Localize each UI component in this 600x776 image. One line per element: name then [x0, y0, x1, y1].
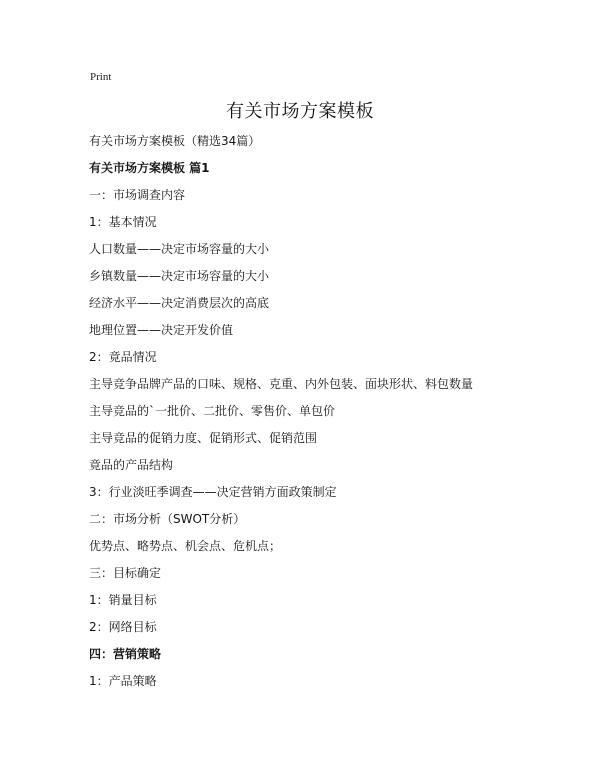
body-line: 1：销量目标 [89, 593, 157, 607]
body-line: 2：网络目标 [89, 620, 157, 634]
section-heading: 有关市场方案模板 篇1 [89, 161, 210, 175]
body-line: 一：市场调查内容 [89, 188, 186, 202]
body-line: 乡镇数量——决定市场容量的大小 [89, 269, 270, 283]
body-line: 四：营销策略 [89, 647, 162, 661]
body-line: 二：市场分析（SWOT分析） [89, 512, 246, 526]
body-line: 2：竟品情况 [89, 350, 157, 364]
body-line: 主导竞品的促销力度、促销形式、促销范围 [89, 431, 318, 445]
print-link[interactable]: Print [90, 71, 112, 83]
body-line: 3：行业淡旺季调查——决定营销方面政策制定 [89, 485, 337, 499]
document-subtitle: 有关市场方案模板（精选34篇） [89, 134, 261, 148]
body-line: 竟品的产品结构 [89, 458, 174, 472]
body-line: 地理位置——决定开发价值 [89, 323, 234, 337]
body-line: 主导竞品的`一批价、二批价、零售价、单包价 [89, 404, 336, 418]
body-line: 1：基本情况 [89, 215, 157, 229]
body-line: 1：产品策略 [89, 674, 157, 688]
document-title: 有关市场方案模板 [226, 101, 374, 122]
body-line: 优势点、略势点、机会点、危机点； [89, 539, 282, 553]
body-line: 经济水平——决定消费层次的高底 [89, 296, 270, 310]
body-line: 主导竞争品牌产品的口味、规格、克重、内外包装、面块形状、料包数量 [89, 377, 474, 391]
body-line: 三：目标确定 [89, 566, 162, 580]
body-line: 人口数量——决定市场容量的大小 [89, 242, 270, 256]
